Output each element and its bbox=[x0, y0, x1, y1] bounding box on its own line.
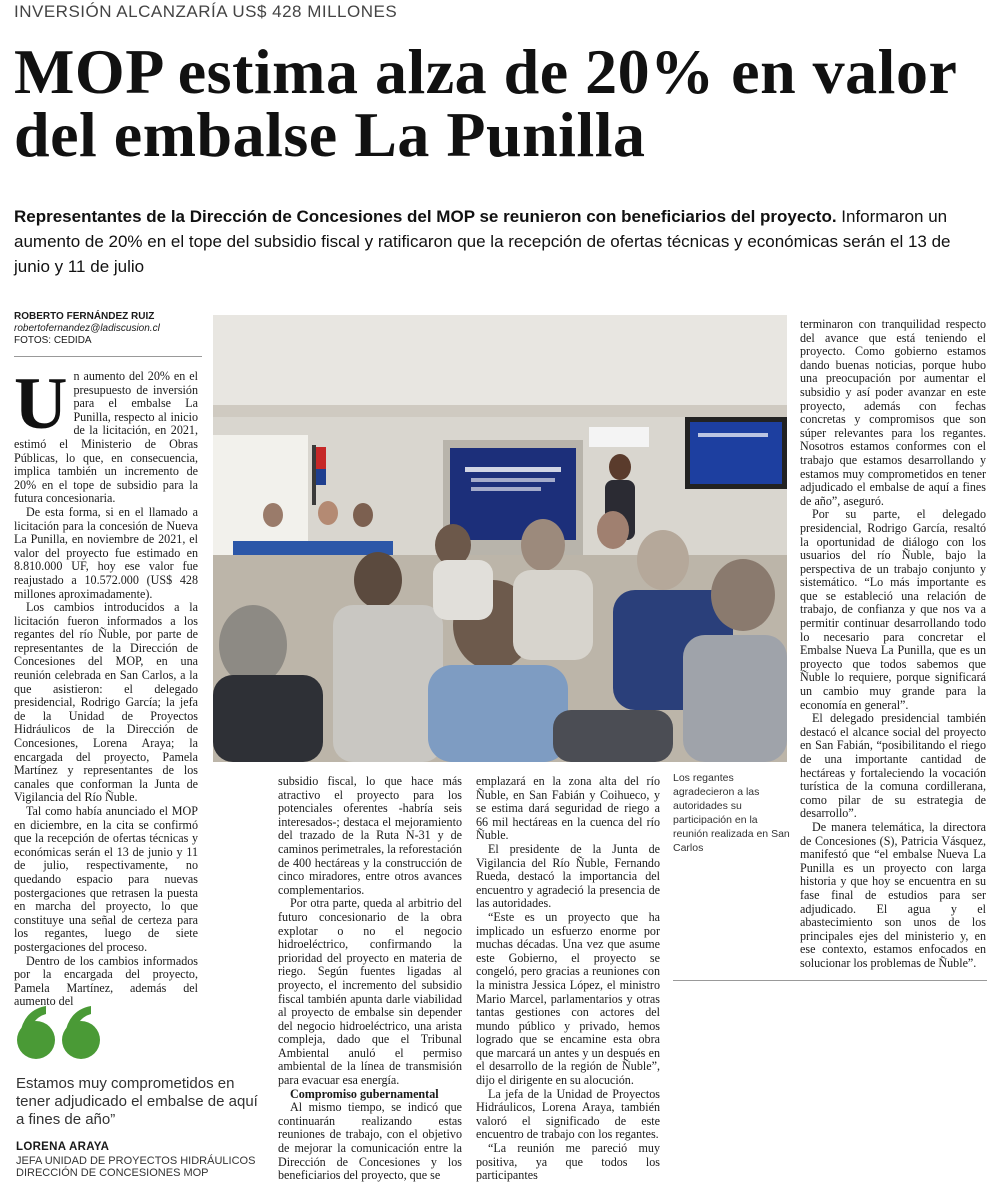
kicker: INVERSIÓN ALCANZARÍA US$ 428 MILLONES bbox=[14, 2, 398, 21]
column-4 bbox=[800, 318, 986, 971]
paragraph: Los cambios introducidos a la licitación fueron informados a los regantes del río Ñuble, por parte de representantes de la Dirección de Concesiones del MOP, en una reunión celebrada en San Carlos, a la que asistieron: el delegado presidencial, Rodrigo García; la jefa de la Unidad de Proyectos Hidráulicos de la Dirección de Concesiones, Lorena Araya; la encargada del proyecto, Pamela Martínez y representantes de los canales que conforman la Junta de Vigilancia del Río Ñuble. bbox=[14, 600, 198, 805]
paragraph: emplazará en la zona alta del río Ñuble, en San Fabián y Coihueco, y se estima dará seguridad de riego a 66 mil hectáreas en la cuenca del río Ñuble. bbox=[476, 774, 660, 843]
paragraph: Al mismo tiempo, se indicó que continuarán realizando estas reuniones de trabajo, con el objetivo de mejorar la comunicación entre la Dirección de Concesiones y los beneficiarios del proyecto, que se bbox=[278, 1100, 462, 1183]
column-rule bbox=[673, 980, 987, 981]
paragraph: La jefa de la Unidad de Proyectos Hidráulicos, Lorena Araya, también valoró el significado de este encuentro de trabajo con los regantes. bbox=[476, 1086, 660, 1142]
paragraph: terminaron con tranquilidad respecto del avance que está teniendo el proyecto. Como gobierno estamos dando buenas noticias, porque hubo una preocupación por aumentar el subsidio y así poder avanzar en este proyecto, además con fechas concretas y compromisos que son súper relevantes para los regantes. Nosotros estamos conformes con el trabajo que estamos desarrollando y estamos muy comprometidos en tener adjudicado el embalse de aquí a fines de año”, aseguró. bbox=[800, 317, 986, 508]
paragraph: De manera telemática, la directora de Concesiones (S), Patricia Vásquez, manifestó que “el embalse Nueva La Punilla es un proyecto con larga historia y que hoy se encuentra en su fase final de estudios para ser adjudicado. El agua y el abastecimiento son unos de los principales ejes del ministerio y, en ese contexto, estamos enfocados en solucionar los problemas de Ñuble”. bbox=[800, 819, 986, 970]
pullquote-name: LORENA ARAYA bbox=[16, 1141, 110, 1153]
byline-photos: FOTOS: CEDIDA bbox=[14, 335, 92, 346]
pullquote-role: JEFA UNIDAD DE PROYECTOS HIDRÁULICOS DIRECCIÓN DE CONCESIONES MOP bbox=[16, 1155, 256, 1179]
paragraph: Tal como había anunciado el MOP en diciembre, en la cita se confirmó que la recepción de ofertas técnicas y económicas serán el 13 de junio y 11 de julio, respectivamente, no quedando espacio para nuevas postergaciones que retrasen la puesta en marcha del proyecto, lo que constituye una señal de certeza para los regantes, luego de siete postergaciones del proceso. bbox=[14, 804, 198, 954]
meeting-photo bbox=[213, 315, 787, 762]
column-2 bbox=[278, 775, 462, 1183]
byline-author: ROBERTO FERNÁNDEZ RUIZ bbox=[14, 311, 155, 322]
paragraph: “La reunión me pareció muy positiva, ya que todos los participantes bbox=[476, 1141, 660, 1183]
headline: MOP estima alza de 20% en valor del embalse La Punilla bbox=[14, 36, 957, 170]
photo-caption: Los regantes agradecieron a las autoridades su participación en la reunión realizada en San Carlos bbox=[673, 772, 790, 854]
dropcap: U bbox=[14, 363, 68, 445]
lead-paragraph bbox=[14, 363, 198, 506]
column-1 bbox=[14, 363, 198, 1009]
deck-rest: Informaron un aumento de 20% en el tope del subsidio fiscal y ratificaron que la recepción de ofertas técnicas y económicas serán el 13 de junio y 11 de julio bbox=[14, 207, 951, 276]
paragraph: subsidio fiscal, lo que hace más atractivo el proyecto para los potenciales oferentes -habría seis interesados-; destaca el mejoramiento del trazado de la Ruta N-31 y de caminos perimetrales, la reforestación de 400 hectáreas y la construcción de cinco miradores, entre otros avances complementarios. bbox=[278, 774, 463, 897]
byline-email[interactable]: robertofernandez@ladiscusion.cl bbox=[14, 323, 160, 334]
byline bbox=[14, 311, 202, 357]
paragraph: Dentro de los cambios informados por la encargada del proyecto, Pamela Martínez, además del aumento del bbox=[14, 953, 198, 1009]
paragraph: El delegado presidencial también destacó el alcance social del proyecto en San Fabián, “posibilitando el riego de una importante cantidad de hectáreas y fortaleciendo la vocación turística de la comuna cordillerana, como pilar de su estrategia de desarrollo”. bbox=[800, 711, 986, 821]
subheading: Compromiso gubernamental bbox=[290, 1086, 439, 1101]
paragraph: El presidente de la Junta de Vigilancia del Río Ñuble, Fernando Rueda, destacó la importancia del encuentro y agradeció la presencia de las autoridades. bbox=[476, 841, 660, 911]
lead-text: n aumento del 20% en el presupuesto de inversión para el embalse La Punilla, respecto al inicio de la licitación, en 2021, estimó el Ministerio de Obras Públicas, lo que, en consecuencia, implica también un incremento de 20% en el tope de subsidio para la futura concesionaria. bbox=[14, 369, 198, 506]
column-3 bbox=[476, 775, 660, 1183]
pullquote-text: Estamos muy comprometidos en tener adjudicado el embalse de aquí a fines de año” bbox=[16, 1075, 258, 1128]
deck bbox=[14, 204, 989, 279]
paragraph: Por su parte, el delegado presidencial, Rodrigo García, resaltó la oportunidad de diálogo con los usuarios del río Ñuble, bajo la perspectiva de un trabajo conjunto y sistemático. “Lo más importante es que se estableció una relación de trabajo, de confianza y que nos va a permitir continuar desarrollando todo lo necesario para concretar el Embalse Nueva La Punilla, que es un proyecto que todos sabemos que Ñuble lo requiere, porque significará un cambio muy grande para la economía en general”. bbox=[800, 507, 986, 712]
quote-icon bbox=[16, 1004, 106, 1067]
deck-bold: Representantes de la Dirección de Concesiones del MOP se reunieron con beneficiarios del proyecto. bbox=[14, 207, 837, 226]
paragraph: “Este es un proyecto que ha implicado un esfuerzo enorme por muchas décadas. Una vez que asume este Gobierno, el proyecto se congeló, pero gracias a reuniones con la ministra Jessica López, el ministro Mario Marcel, parlamentarios y otras tantas gestiones con actores del mundo público y privado, hemos logrado que se encamine esta obra que marcará un antes y un después en el desarrollo de la región de Ñuble”, dijo el dirigente en su alocución. bbox=[476, 909, 660, 1088]
paragraph: De esta forma, si en el llamado a licitación para la concesión de Nueva La Punilla, en noviembre de 2021, el valor del proyecto fue estimado en 8.810.000 UF, hoy ese valor fue reajustado a 10.572.000 (US$ 428 millones aproximadamente). bbox=[14, 504, 198, 601]
paragraph: Por otra parte, queda al arbitrio del futuro concesionario de la obra explotar o no el negocio hidroeléctrico, confirmando la prioridad del proyecto en materia de riego. Según fuentes ligadas al proyecto, el incremento del subsidio fiscal también apunta darle viabilidad al proyecto de embalse sin depender del negocio hidroeléctrico, una arista compleja, dado que el Tribunal Ambiental anuló el permiso ambiental de la línea de transmisión para evacuar esa energía. bbox=[278, 896, 462, 1088]
